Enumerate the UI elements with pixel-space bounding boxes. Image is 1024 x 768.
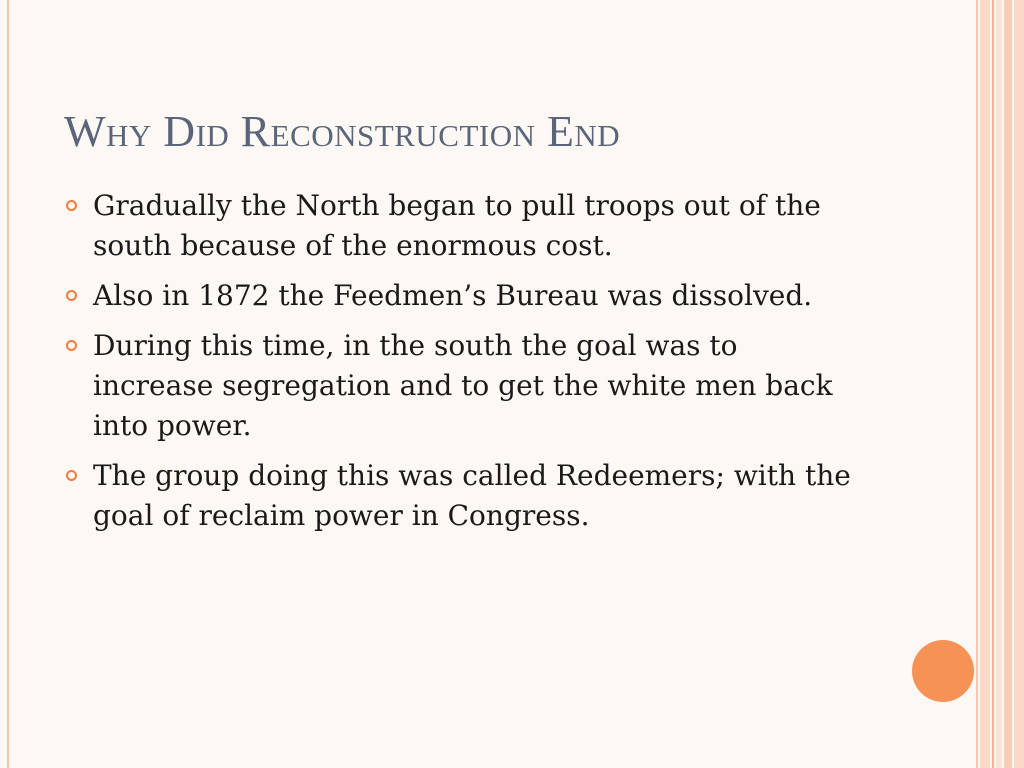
bullet-item xyxy=(66,326,866,446)
left-border-line xyxy=(7,0,9,768)
stripe xyxy=(1014,0,1024,768)
stripe xyxy=(992,0,994,768)
bullet-icon xyxy=(66,290,77,301)
bullet-icon xyxy=(66,200,77,211)
bullet-list xyxy=(66,186,866,546)
bullet-text: The group doing this was called Redeemers; with the goal of reclaim power in Congress. xyxy=(93,459,851,532)
slide-title: Why Did Reconstruction End xyxy=(64,107,621,156)
bullet-item xyxy=(66,276,866,316)
stripe xyxy=(1004,0,1012,768)
stripe xyxy=(996,0,1002,768)
stripe xyxy=(980,0,990,768)
bullet-item xyxy=(66,456,866,536)
bullet-text: Also in 1872 the Feedmen’s Bureau was dissolved. xyxy=(93,279,813,312)
bullet-icon xyxy=(66,470,77,481)
bullet-text: During this time, in the south the goal was to increase segregation and to get the white men back into power. xyxy=(93,329,833,442)
right-decorative-stripes xyxy=(976,0,1024,768)
bullet-item xyxy=(66,186,866,266)
bullet-text: Gradually the North began to pull troops out of the south because of the enormous cost. xyxy=(93,189,821,262)
stripe xyxy=(976,0,978,768)
orange-circle-decoration xyxy=(912,640,974,702)
bullet-icon xyxy=(66,340,77,351)
